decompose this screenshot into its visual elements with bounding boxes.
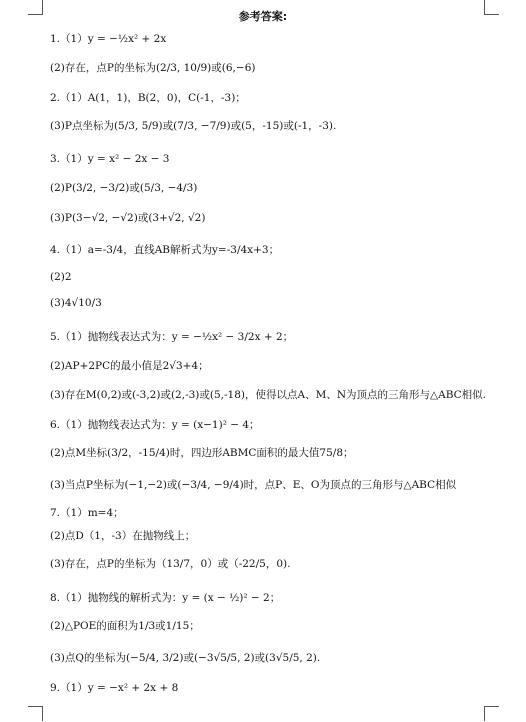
page-title: 参考答案: bbox=[238, 10, 288, 23]
answer-line-13: (3)存在M(0,2)或(-3,2)或(2,-3)或(5,-18)，使得以点A、M、N为顶点的三角形与△ABC相似. bbox=[50, 389, 486, 401]
answer-line-14: 6.（1）抛物线表达式为：y = (x−1)² − 4； bbox=[50, 419, 260, 431]
answer-line-6: (2)P(3/2, −3/2)或(5/3, −4/3) bbox=[50, 182, 198, 194]
answer-line-19: (3)存在，点P的坐标为（13/7，0）或（-22/5，0). bbox=[50, 558, 291, 570]
answer-line-11: 5.（1）抛物线表达式为：y = −½x² − 3/2x + 2； bbox=[50, 331, 294, 343]
answer-line-22: (3)点Q的坐标为(−5/4, 3/2)或(−3√5/5, 2)或(3√5/5, 2). bbox=[50, 652, 321, 664]
answer-line-12: (2)AP+2PC的最小值是2√3+4； bbox=[50, 360, 209, 372]
answer-line-20: 8.（1）抛物线的解析式为：y = (x − ½)² − 2； bbox=[50, 592, 281, 604]
answer-line-23: 9.（1）y = −x² + 2x + 8 bbox=[50, 682, 179, 694]
answer-line-8: 4.（1）a=-3/4，直线AB解析式为y=-3/4x+3； bbox=[50, 244, 280, 256]
answer-line-21: (2)△POE的面积为1/3或1/15； bbox=[50, 620, 200, 632]
answer-line-2: (2)存在，点P的坐标为(2/3, 10/9)或(6,−6) bbox=[50, 62, 256, 74]
answer-line-15: (2)点M坐标(3/2，-15/4)时，四边形ABMC面积的最大值75/8； bbox=[50, 447, 354, 459]
answer-line-10: (3)4√10/3 bbox=[50, 297, 102, 309]
corner-mark-bottom-left bbox=[28, 706, 43, 721]
answer-line-4: (3)P点坐标为(5/3, 5/9)或(7/3, −7/9)或(5，-15)或(-1，-3). bbox=[50, 120, 337, 132]
answer-line-7: (3)P(3−√2, −√2)或(3+√2, √2) bbox=[50, 212, 206, 224]
answer-line-16: (3)当点P坐标为(−1,−2)或(−3/4, −9/4)时，点P、E、O为顶点的三角形与△ABC相似 bbox=[50, 479, 457, 491]
answer-line-1: 1.（1）y = −½x² + 2x bbox=[50, 33, 167, 45]
answer-line-3: 2.（1）A(1，1)，B(2，0)，C(-1，-3)； bbox=[50, 92, 246, 104]
answer-line-9: (2)2 bbox=[50, 271, 72, 283]
answer-line-5: 3.（1）y = x² − 2x − 3 bbox=[50, 153, 170, 165]
answer-line-18: (2)点D（1，-3）在抛物线上； bbox=[50, 530, 196, 542]
corner-mark-bottom-right bbox=[484, 706, 499, 721]
answer-line-17: 7.（1）m=4； bbox=[50, 507, 124, 519]
